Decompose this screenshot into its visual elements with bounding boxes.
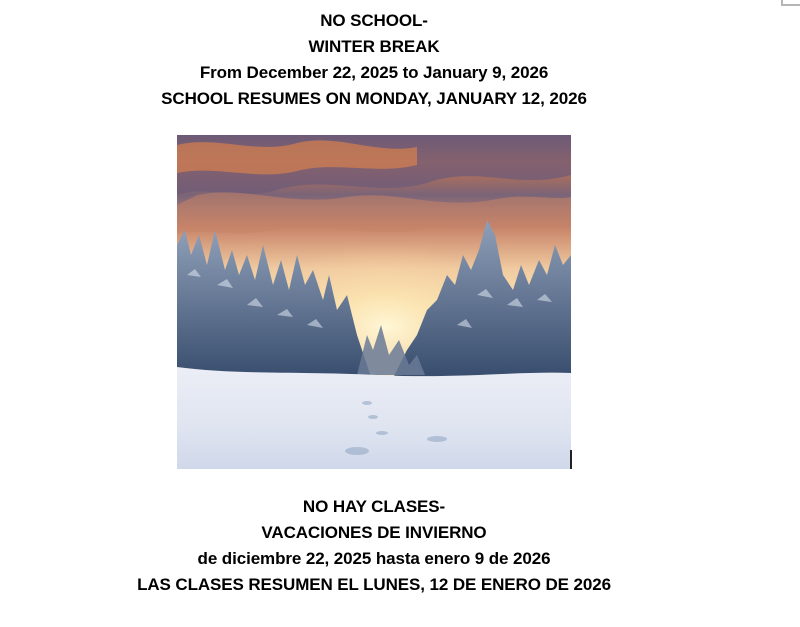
- notice-subheading: WINTER BREAK: [308, 37, 440, 56]
- winter-landscape-image: [177, 135, 571, 469]
- notice-resume-date-es: LAS CLASES RESUMEN EL LUNES, 12 DE ENERO DE 2026: [137, 575, 611, 594]
- english-notice: [0, 8, 748, 112]
- notice-heading-es: NO HAY CLASES-: [302, 497, 446, 516]
- notice-subheading-es: VACACIONES DE INVIERNO: [261, 523, 487, 542]
- notice-date-range: From December 22, 2025 to January 9, 2026: [199, 63, 549, 82]
- spanish-notice: [0, 494, 748, 598]
- winter-landscape-illustration: [177, 135, 571, 469]
- notice-heading: NO SCHOOL-: [320, 11, 428, 30]
- image-edge-mark: [570, 450, 572, 469]
- page-corner-mark: [781, 0, 800, 6]
- notice-date-range-es: de diciembre 22, 2025 hasta enero 9 de 2026: [197, 549, 551, 568]
- notice-resume-date: SCHOOL RESUMES ON MONDAY, JANUARY 12, 2026: [161, 89, 587, 108]
